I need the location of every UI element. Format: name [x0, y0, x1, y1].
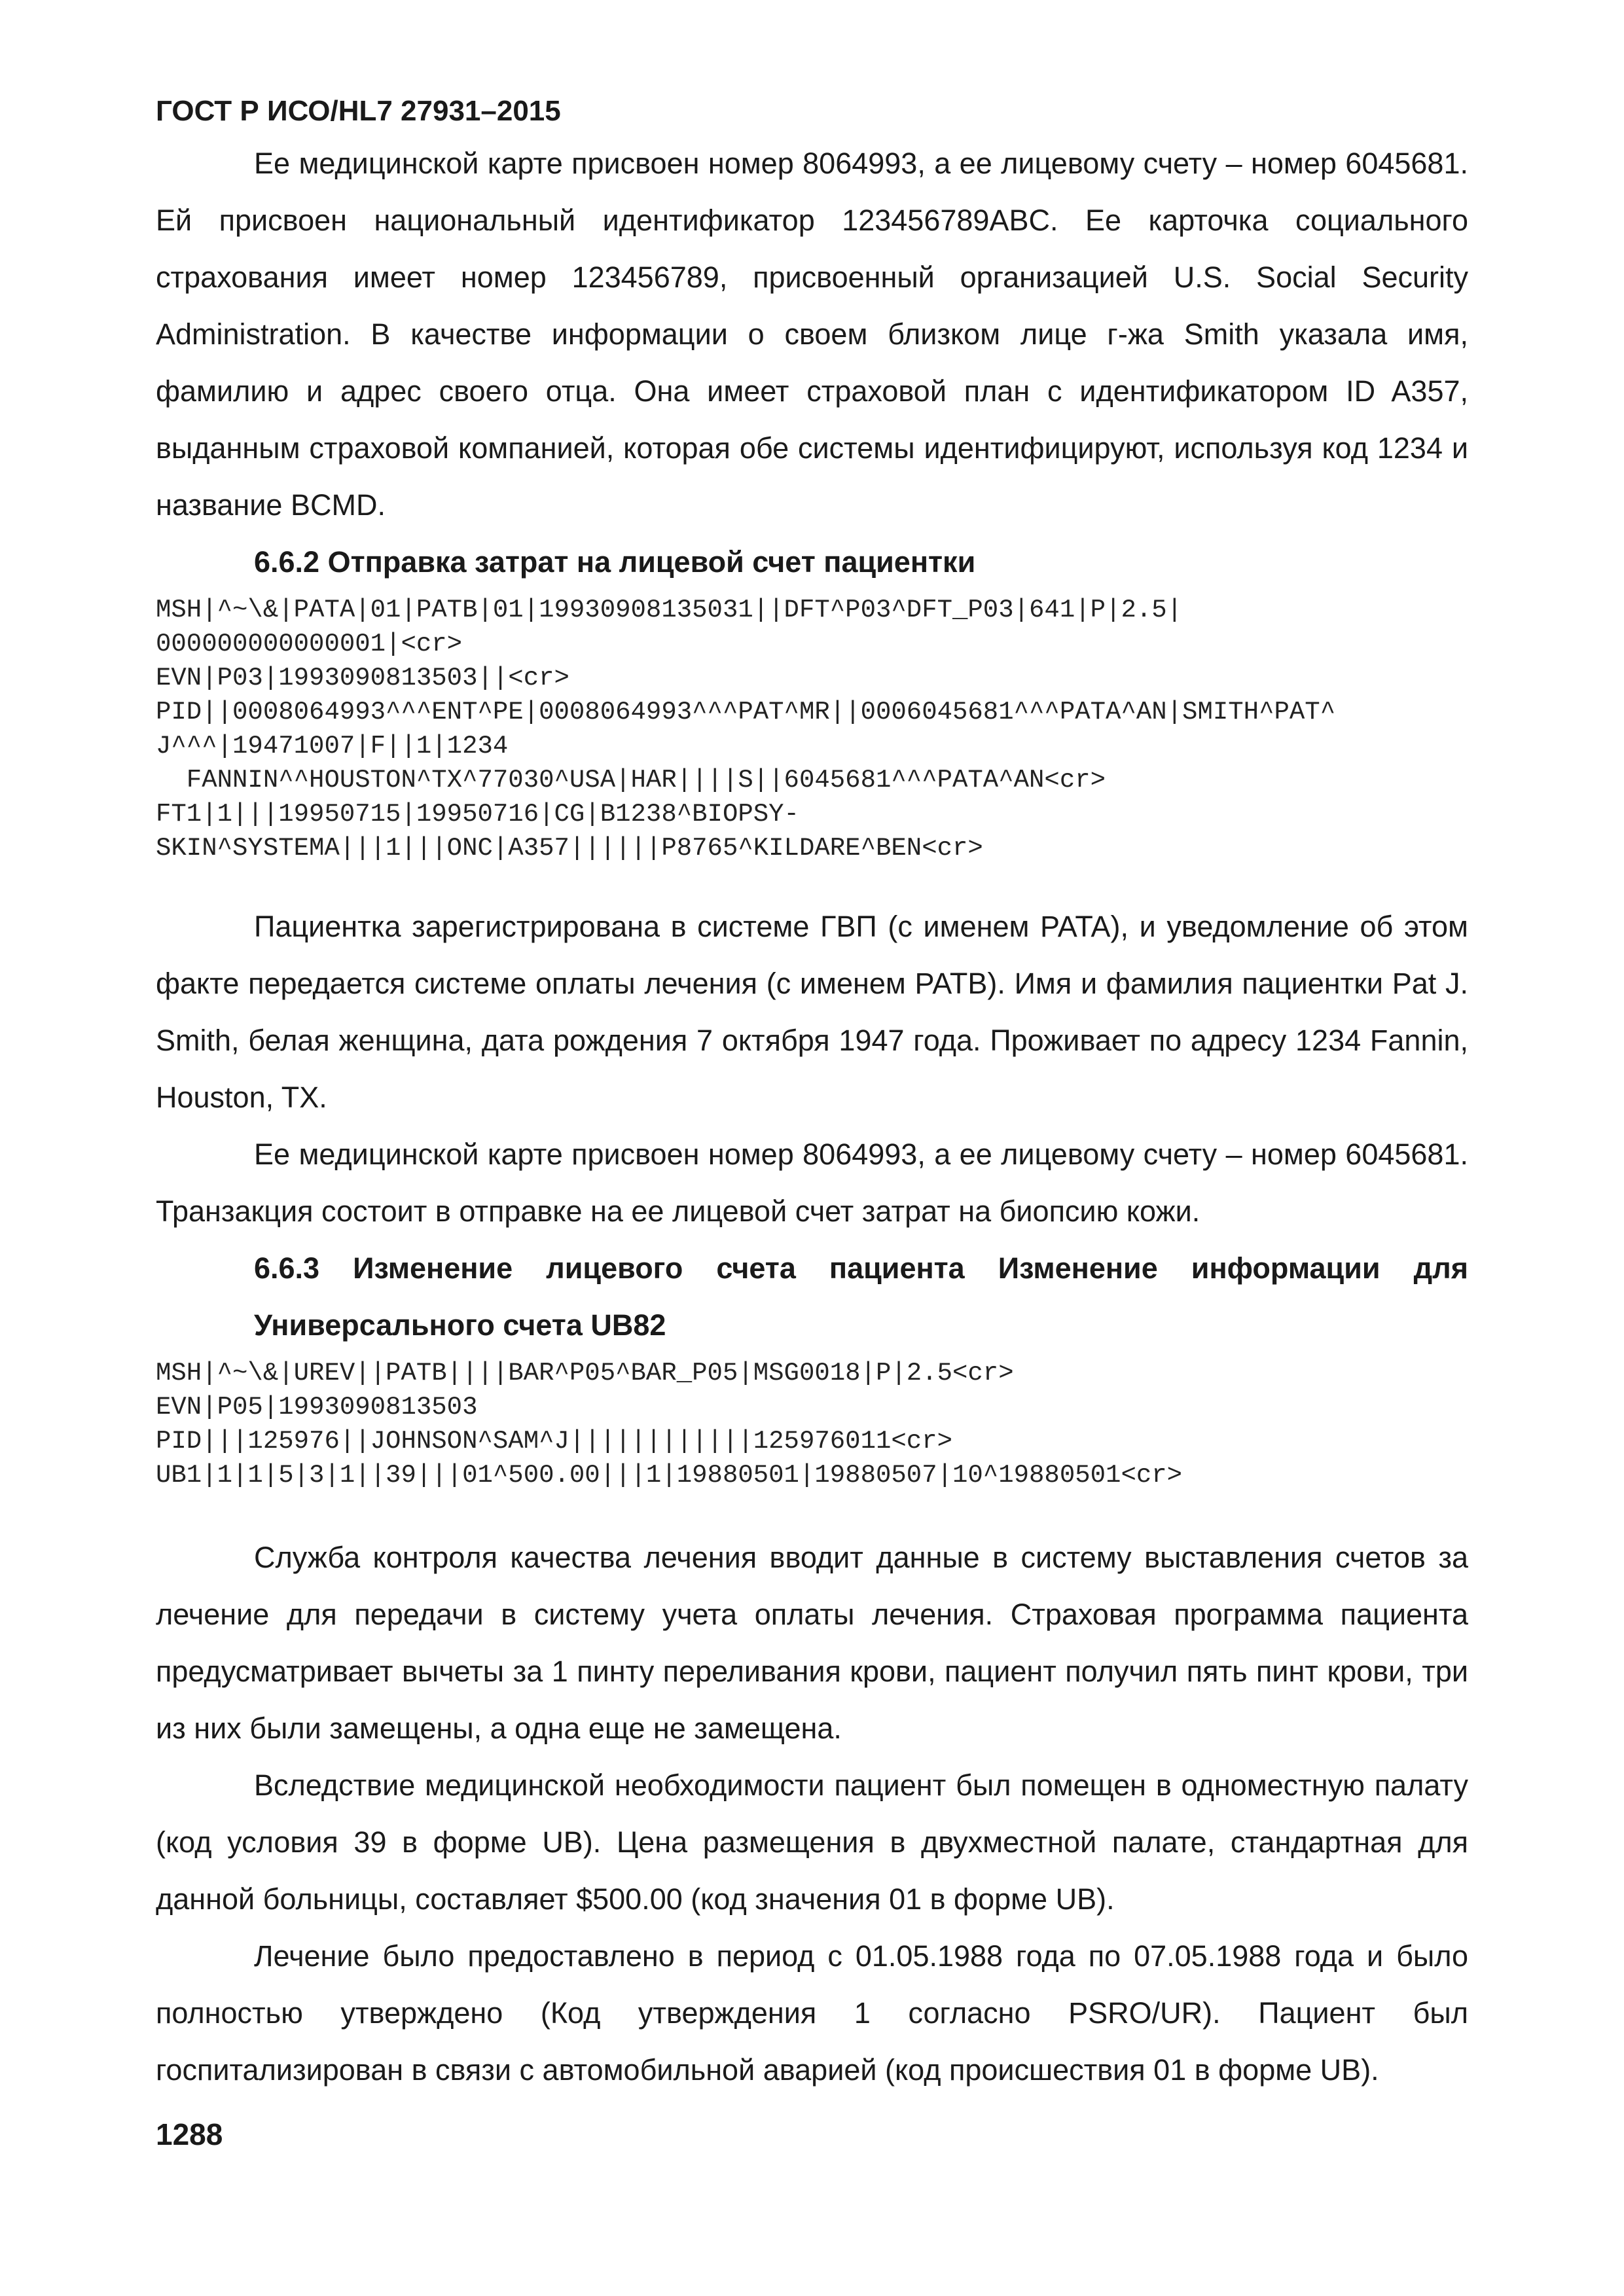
hl7-message-bar	[156, 1356, 1468, 1492]
code-line: 000000000000001|<cr>	[156, 630, 463, 658]
code-line: FANNIN^^HOUSTON^TX^77030^USA|HAR||||S||6045681^^^PATA^AN<cr>	[156, 766, 1106, 795]
page-number: 1288	[156, 2117, 223, 2151]
code-line: UB1|1|1|5|3|1||39|||01^500.00|||1|19880501|19880507|10^19880501<cr>	[156, 1461, 1183, 1490]
paragraph-treatment-period: Лечение было предоставлено в период с 01.05.1988 года по 07.05.1988 года и было полностью утверждено (Код утверждения 1 согласно PSRO/UR). Пациент был госпитализирован в связи с автомобильной аварией (код происшествия 01 в форме UB).	[156, 1939, 1468, 2087]
code-line: MSH|^~\&|PATA|01|PATB|01|19930908135031||DFT^P03^DFT_P03|641|P|2.5|	[156, 596, 1183, 624]
paragraph-private-room: Вследствие медицинской необходимости пациент был помещен в одноместную палату (код условия 39 в форме UB). Цена размещения в двухместной палате, стандартная для данной больницы, составляет $500.00 (код значения 01 в форме UB).	[156, 1768, 1468, 1916]
code-line: MSH|^~\&|UREV||PATB||||BAR^P05^BAR_P05|MSG0018|P|2.5<cr>	[156, 1359, 1014, 1388]
document-page	[156, 92, 1468, 2098]
code-line: SKIN^SYSTEMA|||1|||ONC|A357||||||P8765^KILDARE^BEN<cr>	[156, 834, 983, 863]
section-heading-6-6-2: 6.6.2 Отправка затрат на лицевой счет пациентки	[254, 545, 976, 579]
document-header: ГОСТ Р ИСО/HL7 27931–2015	[156, 95, 561, 127]
paragraph-patient-ids: Ее медицинской карте присвоен номер 8064993, а ее лицевому счету – номер 6045681. Ей присвоен национальный идентификатор 123456789ABC. Ее карточка социального страхования имеет номер 123456789, присвоенный организацией U.S. Social Security Administration. В качестве информации о своем близком лице г-жа Smith указала имя, фамилию и адрес своего отца. Она имеет страховой план с идентификатором ID A357, выданным страховой компанией, которая обе системы идентифицируют, используя код 1234 и название BCMD.	[156, 147, 1468, 522]
code-line: PID||0008064993^^^ENT^PE|0008064993^^^PAT^MR||0006045681^^^PATA^AN|SMITH^PAT^	[156, 698, 1336, 726]
paragraph-transaction: Ее медицинской карте присвоен номер 8064993, а ее лицевому счету – номер 6045681. Транзакция состоит в отправке на ее лицевой счет затрат на биопсию кожи.	[156, 1138, 1468, 1228]
hl7-message-dft	[156, 593, 1468, 865]
section-heading-6-6-3: 6.6.3 Изменение лицевого счета пациента Изменение информации для Универсального счета UB82	[254, 1251, 1468, 1342]
code-line: FT1|1|||19950715|19950716|CG|B1238^BIOPSY-	[156, 800, 799, 829]
code-line: EVN|P05|1993090813503	[156, 1393, 478, 1422]
paragraph-quality-service: Служба контроля качества лечения вводит данные в систему выставления счетов за лечение для передачи в систему учета оплаты лечения. Страховая программа пациента предусматривает вычеты за 1 пинту переливания крови, пациент получил пять пинт крови, три из них были замещены, а одна еще не замещена.	[156, 1541, 1468, 1745]
code-line: PID|||125976||JOHNSON^SAM^J||||||||||||125976011<cr>	[156, 1427, 952, 1456]
paragraph-patient-registration: Пациентка зарегистрирована в системе ГВП (с именем PATA), и уведомление об этом факте передается системе оплаты лечения (с именем PATB). Имя и фамилия пациентки Pat J. Smith, белая женщина, дата рождения 7 октября 1947 года. Проживает по адресу 1234 Fannin, Houston, TX.	[156, 910, 1468, 1114]
code-line: J^^^|19471007|F||1|1234	[156, 732, 509, 761]
code-line: EVN|P03|1993090813503||<cr>	[156, 664, 569, 692]
